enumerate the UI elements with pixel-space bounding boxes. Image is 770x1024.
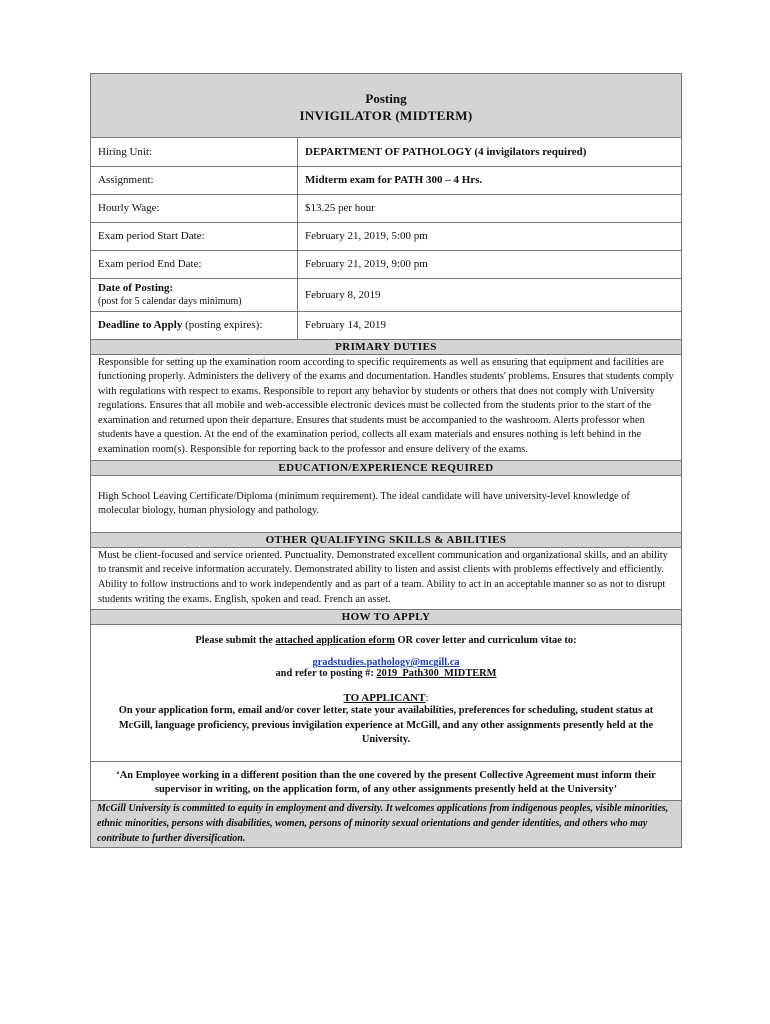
refer-line [103,668,669,679]
education-heading: EDUCATION/EXPERIENCE REQUIRED [91,461,681,476]
refer-prefix: and refer to posting #: [275,668,377,680]
date-of-posting-label-cell [91,278,298,311]
skills-heading: OTHER QUALIFYING SKILLS & ABILITIES [91,533,681,548]
row-end-date [91,250,681,278]
row-date-of-posting [91,278,681,311]
primary-duties-text: Responsible for setting up the examination room according to specific requirements as well as ensuring that equipment and facilities are functioning properly. Administers the delivery of the exams and documentation. Handles students' problems. Ensures that students comply with regulations with respect to exams. Responsible to report any behavior by students or others that does not comply with University regulations. Ensures that all mobile and web-accessible electronic devices must be collected from the students prior to the start of the examination and returned upon their departure. Ensures that students must be accompanied to the washroom. Alerts professor when students have a question. At the end of the examination period, collects all exam materials and ensures nothing is left behind in the examination room(s). Responsible for reporting back to the professor and ensure delivery of the exams. [91,355,681,461]
collective-agreement-note: ‘An Employee working in a different position than the one covered by the present Collective Agreement must inform their supervisor in writing, on the application form, of any other assignments presently held at the University’ [91,761,681,800]
submit-suffix: OR cover letter and curriculum vitae to: [394,635,577,647]
row-hourly-wage [91,194,681,222]
date-of-posting-sublabel: (post for 5 calendar days minimum) [98,295,242,307]
submit-prefix: Please submit the [195,635,276,647]
assignment-label: Assignment: [91,166,298,194]
row-start-date [91,222,681,250]
hiring-unit-label: Hiring Unit: [91,138,298,166]
deadline-sublabel: (posting expires): [185,319,263,331]
to-applicant-heading: TO APPLICANT [343,692,426,705]
deadline-value: February 14, 2019 [298,311,682,339]
date-of-posting-label: Date of Posting: [98,281,174,294]
posting-document [90,73,682,848]
deadline-label-cell [91,311,298,339]
education-text: High School Leaving Certificate/Diploma (minimum requirement). The ideal candidate will have university-level knowledge of molecular biology, human physiology and pathology. [91,476,681,533]
end-date-label: Exam period End Date: [91,250,298,278]
how-to-apply-section [91,625,681,801]
skills-text: Must be client-focused and service oriented. Punctuality. Demonstrated excellent communication and organizational skills, and an ability to transmit and receive information accurately. Demonstrated ability to listen and assist clients with problems effectively and efficiently. Ability to follow instructions and to work independently and as part of a team. Ability to act in an acceptable manner so as not to disrupt students writing the exams. English, spoken and read. French an asset. [91,548,681,610]
application-eform-link[interactable]: attached application eform [275,635,395,647]
end-date-value: February 21, 2019, 9:00 pm [298,250,682,278]
hiring-unit-value: DEPARTMENT OF PATHOLOGY (4 invigilators required) [298,138,682,166]
start-date-label: Exam period Start Date: [91,222,298,250]
how-to-apply-heading: HOW TO APPLY [91,610,681,625]
to-applicant-line [103,692,669,704]
email-link[interactable]: gradstudies.pathology@mcgill.ca [312,657,460,669]
posting-label: Posting [365,91,407,106]
posting-header [91,74,681,138]
to-applicant-colon: : [425,692,429,705]
row-hiring-unit [91,138,681,166]
submit-instructions [103,635,669,646]
hourly-wage-label: Hourly Wage: [91,194,298,222]
date-of-posting-value: February 8, 2019 [298,278,682,311]
start-date-value: February 21, 2019, 5:00 pm [298,222,682,250]
equity-statement: McGill University is committed to equity in employment and diversity. It welcomes applications from indigenous peoples, visible minorities, ethnic minorities, persons with disabilities, women, persons of minority sexual orientations and gender identities, and others who may contribute to further diversification. [91,801,681,847]
applicant-instructions: On your application form, email and/or cover letter, state your availabilities, preferences for scheduling, student status at McGill, language proficiency, previous invigilation experience at McGill, and any other assignments presently held at the University. [118,705,654,746]
email-line [103,657,669,668]
posting-title: INVIGILATOR (MIDTERM) [299,108,473,123]
row-deadline [91,311,681,339]
hourly-wage-value: $13.25 per hour [298,194,682,222]
posting-details-table [91,138,681,340]
primary-duties-heading: PRIMARY DUTIES [91,340,681,355]
deadline-label: Deadline to Apply [98,319,183,331]
posting-number: 2019_Path300_MIDTERM [376,668,497,680]
row-assignment [91,166,681,194]
assignment-value: Midterm exam for PATH 300 – 4 Hrs. [298,166,682,194]
